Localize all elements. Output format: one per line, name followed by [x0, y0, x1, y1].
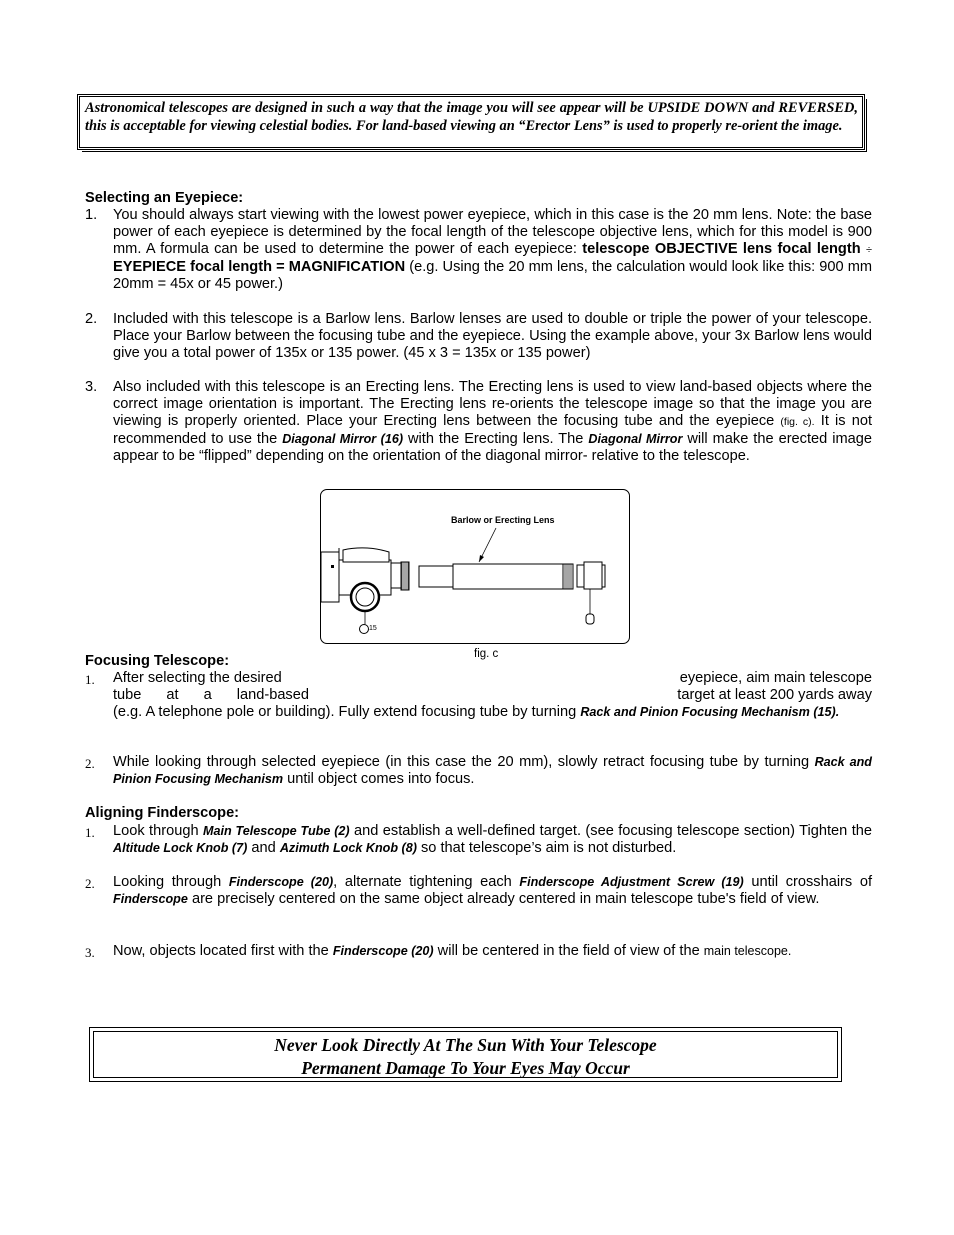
eyepiece-item-3-text: Also included with this telescope is an Erecting lens. The Erecting lens is used to view land-based objects where the correct image orientation is important. The Erecting lens re-orients the telescope image so that the image you are viewing is properly oriented. Place your Erecting lens between the focusing tube and the eyepiece — [113, 379, 872, 429]
finder-item-2-d: are precisely centered on the same object already centered in main telescope tube's field of view. — [191, 891, 820, 907]
focusing-item-1-text: (e.g. A telephone pole or building). Fully extend focusing tube by turning — [113, 704, 577, 720]
focusing-item-1-line-1-right: eyepiece, aim main telescope — [679, 670, 872, 686]
finder-item-2-b: , alternate tightening each — [333, 874, 512, 890]
sun-warning-line-2: Permanent Damage To Your Eyes May Occur — [301, 1058, 630, 1078]
eyepiece-ring — [577, 565, 584, 587]
draw-tube — [391, 563, 401, 588]
word-at: at — [166, 687, 179, 703]
eyepiece-item-3-text-d: will make the erected image appear to be “flipped” depending on the orientation of the diagonal mirror- relative to the telescope. — [113, 431, 872, 464]
eyepiece-item-2-text: Included with this telescope is a Barlow lens. Barlow lenses are used to double or triple the power of your telescope. Place your Barlow between the focusing tube and the eyepiece. Using the example above, your 3x Barlow lens would give you a total power of 135x or 135 power. (45 x 3 = 135x or 135 power) — [113, 311, 872, 361]
eyepiece-item-1-number: 1. — [85, 207, 98, 223]
orientation-notice — [77, 94, 865, 150]
finder-heading: Aligning Finderscope: — [85, 805, 240, 821]
eyepiece-callout-marker — [586, 614, 594, 624]
finder-item-1-number: 1. — [85, 825, 95, 840]
figure-reference: (fig. c). — [780, 416, 815, 428]
focusing-item-1-number: 1. — [85, 672, 95, 687]
formula-objective: telescope OBJECTIVE lens focal length — [582, 241, 861, 257]
main-tube-ref: Main Telescope Tube (2) — [202, 824, 350, 838]
eyepiece-item-1 — [113, 207, 872, 293]
sun-warning-inner — [93, 1031, 838, 1078]
eyepiece-item-1-example: (e.g. Using the 20 mm lens, the calculation would look like this: 900 mm 20mm = 45x or 45 power.) — [113, 259, 873, 292]
figure-label: Barlow or Erecting Lens — [451, 515, 555, 525]
focusing-heading: Focusing Telescope: — [85, 653, 230, 669]
telescope-diagram — [321, 490, 628, 642]
word-a: a — [203, 687, 212, 703]
diagonal-mirror-16-ref: Diagonal Mirror (16) — [282, 432, 404, 446]
word-tube: tube — [113, 687, 142, 703]
lens-knurl — [563, 564, 573, 589]
eyepiece-item-3-text-c: with the Erecting lens. The — [403, 431, 584, 447]
focus-knob-inner — [356, 588, 374, 606]
focusing-item-1-line-2-right: target at least 200 yards away — [677, 687, 872, 703]
finder-item-1-b: and establish a well-defined target. (see focusing telescope section) Tighten the — [354, 823, 872, 839]
eyepiece-body — [584, 562, 602, 589]
tube-end-marker — [331, 565, 334, 568]
eyepiece-lens — [602, 565, 605, 587]
figure-caption: fig. c — [474, 648, 499, 660]
focusing-item-1-line-2-left — [113, 687, 309, 704]
sun-warning-box — [89, 1027, 842, 1082]
finder-item-3-number: 3. — [85, 945, 95, 960]
altitude-knob-ref: Altitude Lock Knob (7) — [113, 841, 248, 855]
finderscope-20-ref-2: Finderscope (20) — [332, 944, 434, 958]
eyepiece-item-3-number: 3. — [85, 379, 98, 395]
figure-c — [320, 489, 630, 644]
diagonal-mirror-ref: Diagonal Mirror — [588, 432, 683, 446]
finderscope-ref: Finderscope — [113, 892, 188, 906]
eyepiece-item-3-text-b: It is not recommended to use the — [113, 413, 872, 447]
adjustment-screw-ref: Finderscope Adjustment Screw (19) — [519, 875, 744, 889]
eyepiece-item-3 — [113, 379, 872, 465]
callout-number: 15 — [369, 625, 377, 632]
word-land-based: land-based — [236, 687, 309, 703]
formula-eyepiece: EYEPIECE focal length = MAGNIFICATION — [113, 259, 406, 275]
eyepiece-item-1-text: You should always start viewing with the lowest power eyepiece, which in this case is the 20 mm lens. Note: the base power of each eyepiece is determined by the focal length of the telescope objective lens, which for this model is 900 mm. A formula can be used to determine the power of each eyepiece: — [113, 207, 872, 257]
finder-item-1-and: and — [251, 840, 276, 856]
finder-item-3-a: Now, objects located first with the — [113, 943, 329, 959]
focusing-item-1-line-1-left: After selecting the desired — [113, 670, 282, 686]
focusing-item-1-rest — [113, 704, 872, 721]
finder-item-3 — [113, 943, 872, 960]
finder-item-3-b: will be centered in the field of view of the — [433, 943, 700, 959]
finder-item-1-c: so that telescope’s aim is not disturbed. — [421, 840, 677, 856]
callout-circle — [360, 625, 369, 634]
focusing-item-2-number: 2. — [85, 756, 95, 771]
finder-item-2-c: until crosshairs of — [743, 874, 872, 890]
focuser-top — [343, 548, 389, 562]
finder-item-2-number: 2. — [85, 876, 95, 891]
focusing-item-2-text: While looking through selected eyepiece (in this case the 20 mm), slowly retract focusing tube by turning — [113, 754, 810, 770]
finder-item-2 — [113, 874, 872, 908]
azimuth-knob-ref: Azimuth Lock Knob (8) — [279, 841, 417, 855]
focusing-item-2 — [113, 754, 872, 788]
finder-item-1 — [113, 823, 872, 857]
rack-pinion-15-ref: Rack and Pinion Focusing Mechanism (15). — [580, 705, 840, 719]
orientation-notice-text: Astronomical telescopes are designed in such a way that the image you will see appear will be UPSIDE DOWN and REVERSED, this is acceptable for viewing celestial bodies. For land-based viewing an “Erector Lens” is used to properly re-orient the image. — [85, 100, 858, 134]
lens-barrel-small — [419, 566, 453, 587]
finderscope-20-ref: Finderscope (20) — [228, 875, 334, 889]
divide-symbol: ÷ — [865, 244, 872, 256]
lens-barrel — [453, 564, 563, 589]
finder-item-2-a: Looking through — [113, 874, 222, 890]
tube-end — [321, 552, 339, 602]
label-arrowhead — [479, 555, 484, 562]
eyepiece-item-2-number: 2. — [85, 311, 98, 327]
sun-warning-line-1: Never Look Directly At The Sun With Your Telescope — [274, 1035, 657, 1055]
eyepiece-item-2 — [113, 311, 872, 362]
rack-pinion-ref: Rack and Pinion Focusing Mechanism — [113, 755, 872, 786]
focusing-item-2-end: until object comes into focus. — [287, 771, 475, 787]
finder-item-3-main: main telescope. — [703, 944, 792, 958]
finder-item-1-a: Look through — [113, 823, 199, 839]
eyepiece-heading: Selecting an Eyepiece: — [85, 190, 244, 206]
